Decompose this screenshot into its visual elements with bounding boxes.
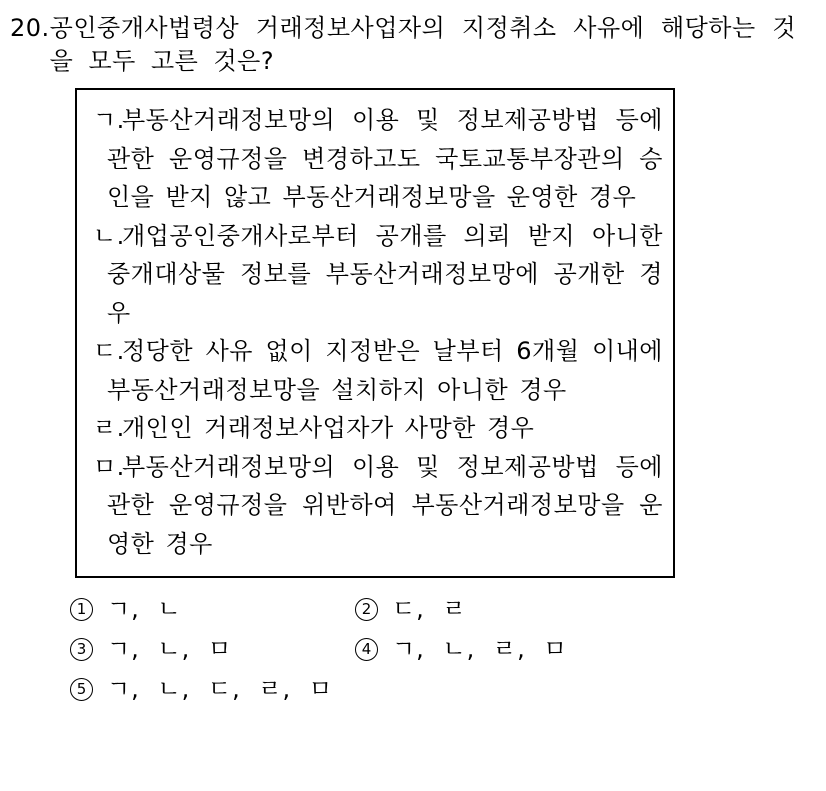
circled-number-3: 3 <box>70 638 93 661</box>
answer-choice-3[interactable] <box>70 637 355 662</box>
box-item-text: 부동산거래정보망의 이용 및 정보제공방법 등에 관한 운영규정을 변경하고도 국토교통부장관의 승인을 받지 않고 부동산거래정보망을 운영한 경우 <box>107 106 663 211</box>
box-item-rieul <box>93 409 663 448</box>
choice-text: ㄱ, ㄴ, ㅁ <box>107 635 233 663</box>
question-number: 20. <box>10 14 50 42</box>
answer-choice-2[interactable] <box>355 597 826 622</box>
box-item-digeut <box>93 332 663 409</box>
choice-text: ㄱ, ㄴ, ㄹ, ㅁ <box>392 635 568 663</box>
circled-number-4: 4 <box>355 638 378 661</box>
choice-text: ㄷ, ㄹ <box>392 595 467 623</box>
box-item-nieun <box>93 217 663 333</box>
box-item-text: 정당한 사유 없이 지정받은 날부터 6개월 이내에 부동산거래정보망을 설치하지 아니한 경우 <box>107 337 663 404</box>
box-item-label: ㄱ. <box>93 106 125 134</box>
question <box>10 12 796 78</box>
box-item-text: 개업공인중개사로부터 공개를 의뢰 받지 아니한 중개대상물 정보를 부동산거래정보망에 공개한 경우 <box>107 221 663 327</box>
question-text: 공인중개사법령상 거래정보사업자의 지정취소 사유에 해당하는 것을 모두 고른 것은? <box>49 14 796 75</box>
choice-text: ㄱ, ㄴ, ㄷ, ㄹ, ㅁ <box>107 675 333 703</box>
box-item-label: ㄹ. <box>93 414 125 442</box>
circled-number-1: 1 <box>70 598 93 621</box>
box-item-label: ㄷ. <box>93 337 125 365</box>
circled-number-5: 5 <box>70 678 93 701</box>
box-item-mieum <box>93 448 663 564</box>
item-box <box>75 88 675 578</box>
answer-choice-5[interactable] <box>70 677 355 702</box>
choice-text: ㄱ, ㄴ <box>107 595 182 623</box>
box-item-text: 개인인 거래정보사업자가 사망한 경우 <box>122 414 535 442</box>
box-item-text: 부동산거래정보망의 이용 및 정보제공방법 등에 관한 운영규정을 위반하여 부동산거래정보망을 운영한 경우 <box>107 452 663 558</box>
box-item-label: ㄴ. <box>93 221 125 250</box>
box-item-label: ㅁ. <box>93 452 125 481</box>
circled-number-2: 2 <box>355 598 378 621</box>
answer-choices <box>70 597 826 702</box>
box-item-giyeok <box>93 101 663 217</box>
answer-choice-1[interactable] <box>70 597 355 622</box>
answer-choice-4[interactable] <box>355 637 826 662</box>
